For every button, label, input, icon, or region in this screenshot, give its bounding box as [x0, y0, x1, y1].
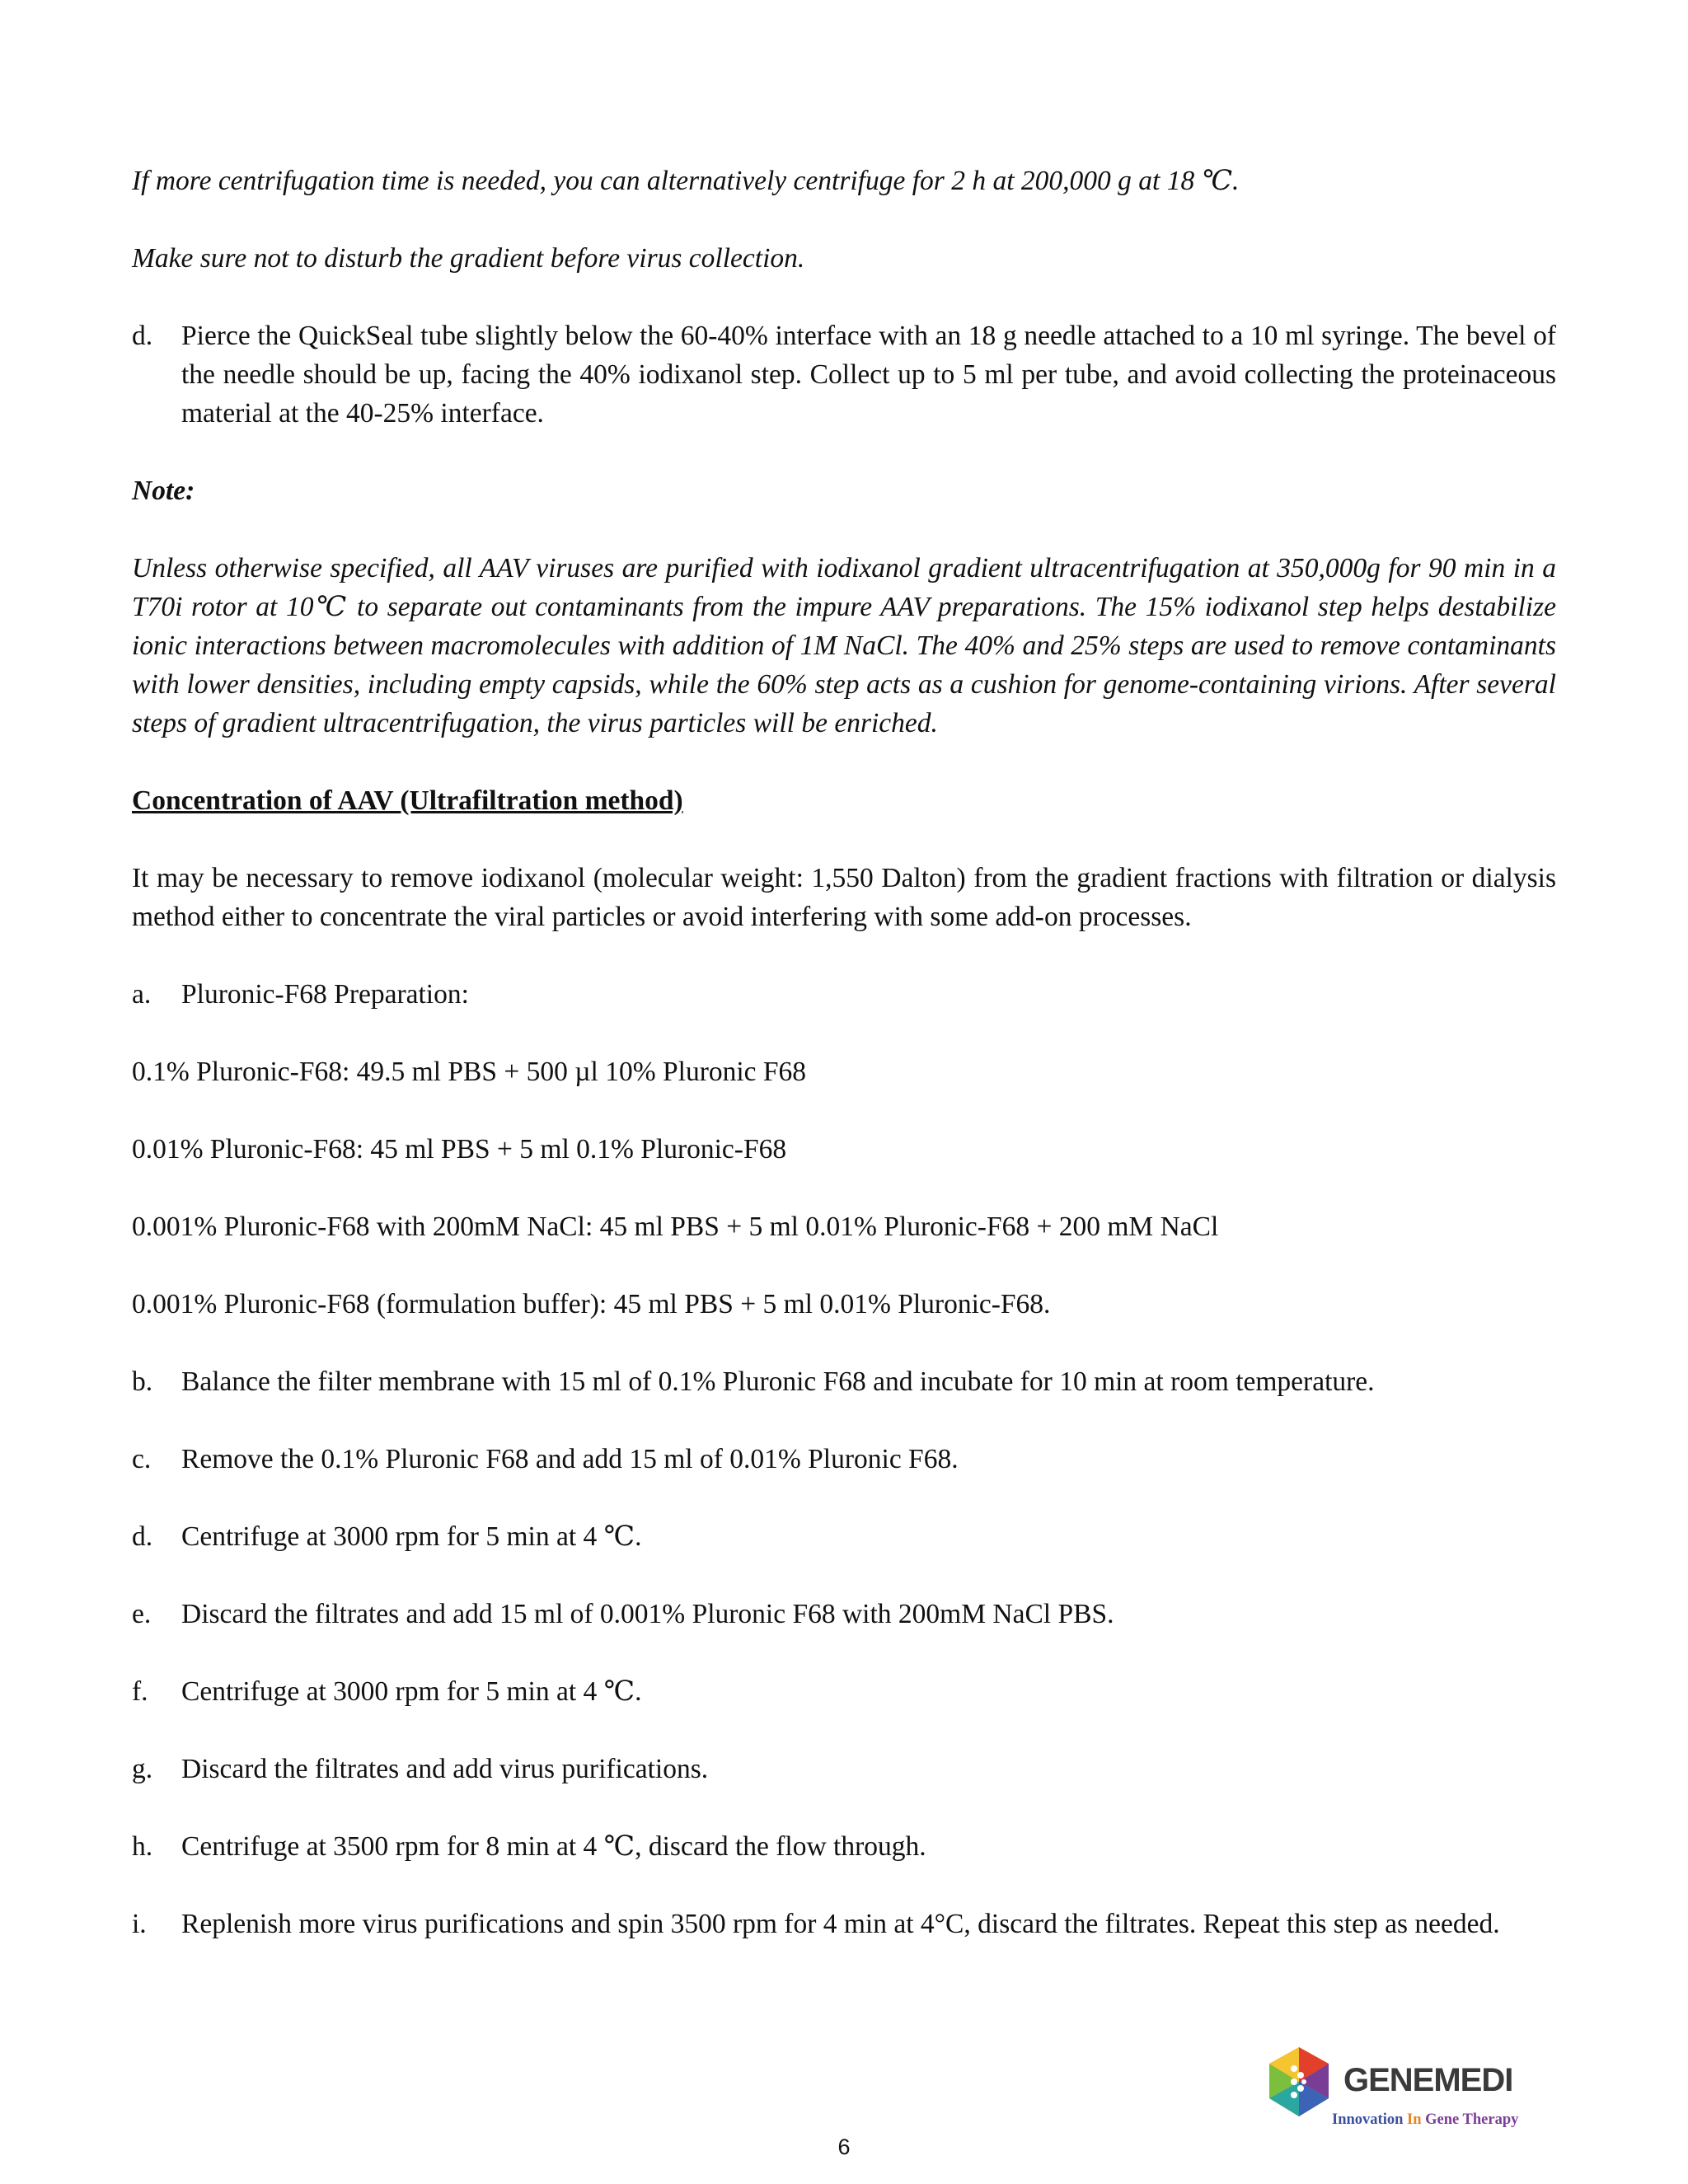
- list-item: [132, 1440, 1556, 1479]
- recipe-line: 0.01% Pluronic-F68: 45 ml PBS + 5 ml 0.1% Pluronic-F68: [132, 1134, 787, 1165]
- section-heading: Concentration of AAV (Ultrafiltration method): [132, 785, 683, 816]
- list-item-text: Balance the filter membrane with 15 ml of 0.1% Pluronic F68 and incubate for 10 min at room temperature.: [181, 1366, 1375, 1397]
- gradient-warning-note: Make sure not to disturb the gradient before virus collection.: [132, 243, 805, 274]
- list-item-text: Remove the 0.1% Pluronic F68 and add 15 ml of 0.01% Pluronic F68.: [181, 1444, 959, 1474]
- hexagon-logo-icon: [1261, 2044, 1337, 2120]
- list-marker: i.: [132, 1909, 147, 1939]
- logo-tagline: [1332, 2111, 1518, 2129]
- list-marker: f.: [132, 1676, 148, 1707]
- list-marker: a.: [132, 979, 152, 1010]
- list-item: [132, 1905, 1556, 1943]
- list-item: [132, 1672, 1556, 1711]
- list-item-text: Discard the filtrates and add 15 ml of 0.001% Pluronic F68 with 200mM NaCl PBS.: [181, 1599, 1114, 1629]
- list-marker: d.: [132, 321, 153, 351]
- recipe-line: 0.001% Pluronic-F68 (formulation buffer): 45 ml PBS + 5 ml 0.01% Pluronic-F68.: [132, 1289, 1051, 1319]
- tagline-gene-therapy: Gene Therapy: [1425, 2111, 1519, 2128]
- list-marker: d.: [132, 1521, 153, 1552]
- list-item-text: Centrifuge at 3000 rpm for 5 min at 4 ℃.: [181, 1521, 642, 1552]
- document-body: [132, 162, 1556, 1982]
- list-item-text: Centrifuge at 3500 rpm for 8 min at 4 ℃, discard the flow through.: [181, 1831, 926, 1862]
- list-marker: e.: [132, 1599, 152, 1629]
- recipe-line: 0.001% Pluronic-F68 with 200mM NaCl: 45 ml PBS + 5 ml 0.01% Pluronic-F68 + 200 mM NaCl: [132, 1212, 1219, 1242]
- list-item-text: Pierce the QuickSeal tube slightly below the 60-40% interface with an 18 g needle attached to a 10 ml syringe. The bevel of the needle should be up, facing the 40% iodixanol step. Collect up to 5 ml per tube, and avoid collecting the proteinaceous material at the 40-25% interface.: [181, 321, 1556, 429]
- list-marker: b.: [132, 1366, 153, 1397]
- list-item-text: Centrifuge at 3000 rpm for 5 min at 4 ℃.: [181, 1676, 642, 1707]
- list-item-text: Pluronic-F68 Preparation:: [181, 979, 469, 1010]
- list-item: [132, 316, 1556, 433]
- note-paragraph: Unless otherwise specified, all AAV viruses are purified with iodixanol gradient ultracentrifugation at 350,000g for 90 min in a T70i rotor at 10℃ to separate out contaminants from the impure AAV preparations. The 15% iodixanol step helps destabilize ionic interactions between macromolecules with addition of 1M NaCl. The 40% and 25% steps are used to remove contaminants with lower densities, including empty capsids, while the 60% step acts as a cushion for genome-containing virions. After several steps of gradient ultracentrifugation, the virus particles will be enriched.: [132, 553, 1556, 738]
- list-item: [132, 975, 1556, 1014]
- list-item: [132, 1362, 1556, 1401]
- list-item-text: Discard the filtrates and add virus purifications.: [181, 1754, 709, 1784]
- section-intro: It may be necessary to remove iodixanol (molecular weight: 1,550 Dalton) from the gradient fractions with filtration or dialysis method either to concentrate the viral particles or avoid interfering with some add-on processes.: [132, 863, 1556, 932]
- list-marker: c.: [132, 1444, 152, 1474]
- list-marker: g.: [132, 1754, 153, 1784]
- note-label: Note:: [132, 476, 195, 506]
- list-item: [132, 1595, 1556, 1633]
- tagline-innovation: Innovation: [1332, 2111, 1407, 2128]
- list-item-text: Replenish more virus purifications and spin 3500 rpm for 4 min at 4°C, discard the filtrates. Repeat this step as needed.: [181, 1909, 1500, 1939]
- logo-wordmark: GENEMEDI: [1343, 2062, 1513, 2098]
- recipe-line: 0.1% Pluronic-F68: 49.5 ml PBS + 500 µl 10% Pluronic F68: [132, 1057, 807, 1087]
- centrifugation-time-note: If more centrifugation time is needed, you can alternatively centrifuge for 2 h at 200,000 g at 18 ℃.: [132, 166, 1240, 196]
- genemedi-logo: [1261, 2044, 1558, 2135]
- list-item: [132, 1827, 1556, 1866]
- tagline-in: In: [1407, 2111, 1426, 2128]
- list-item: [132, 1517, 1556, 1556]
- list-item: [132, 1750, 1556, 1788]
- page-number: 6: [837, 2135, 851, 2159]
- list-marker: h.: [132, 1831, 153, 1862]
